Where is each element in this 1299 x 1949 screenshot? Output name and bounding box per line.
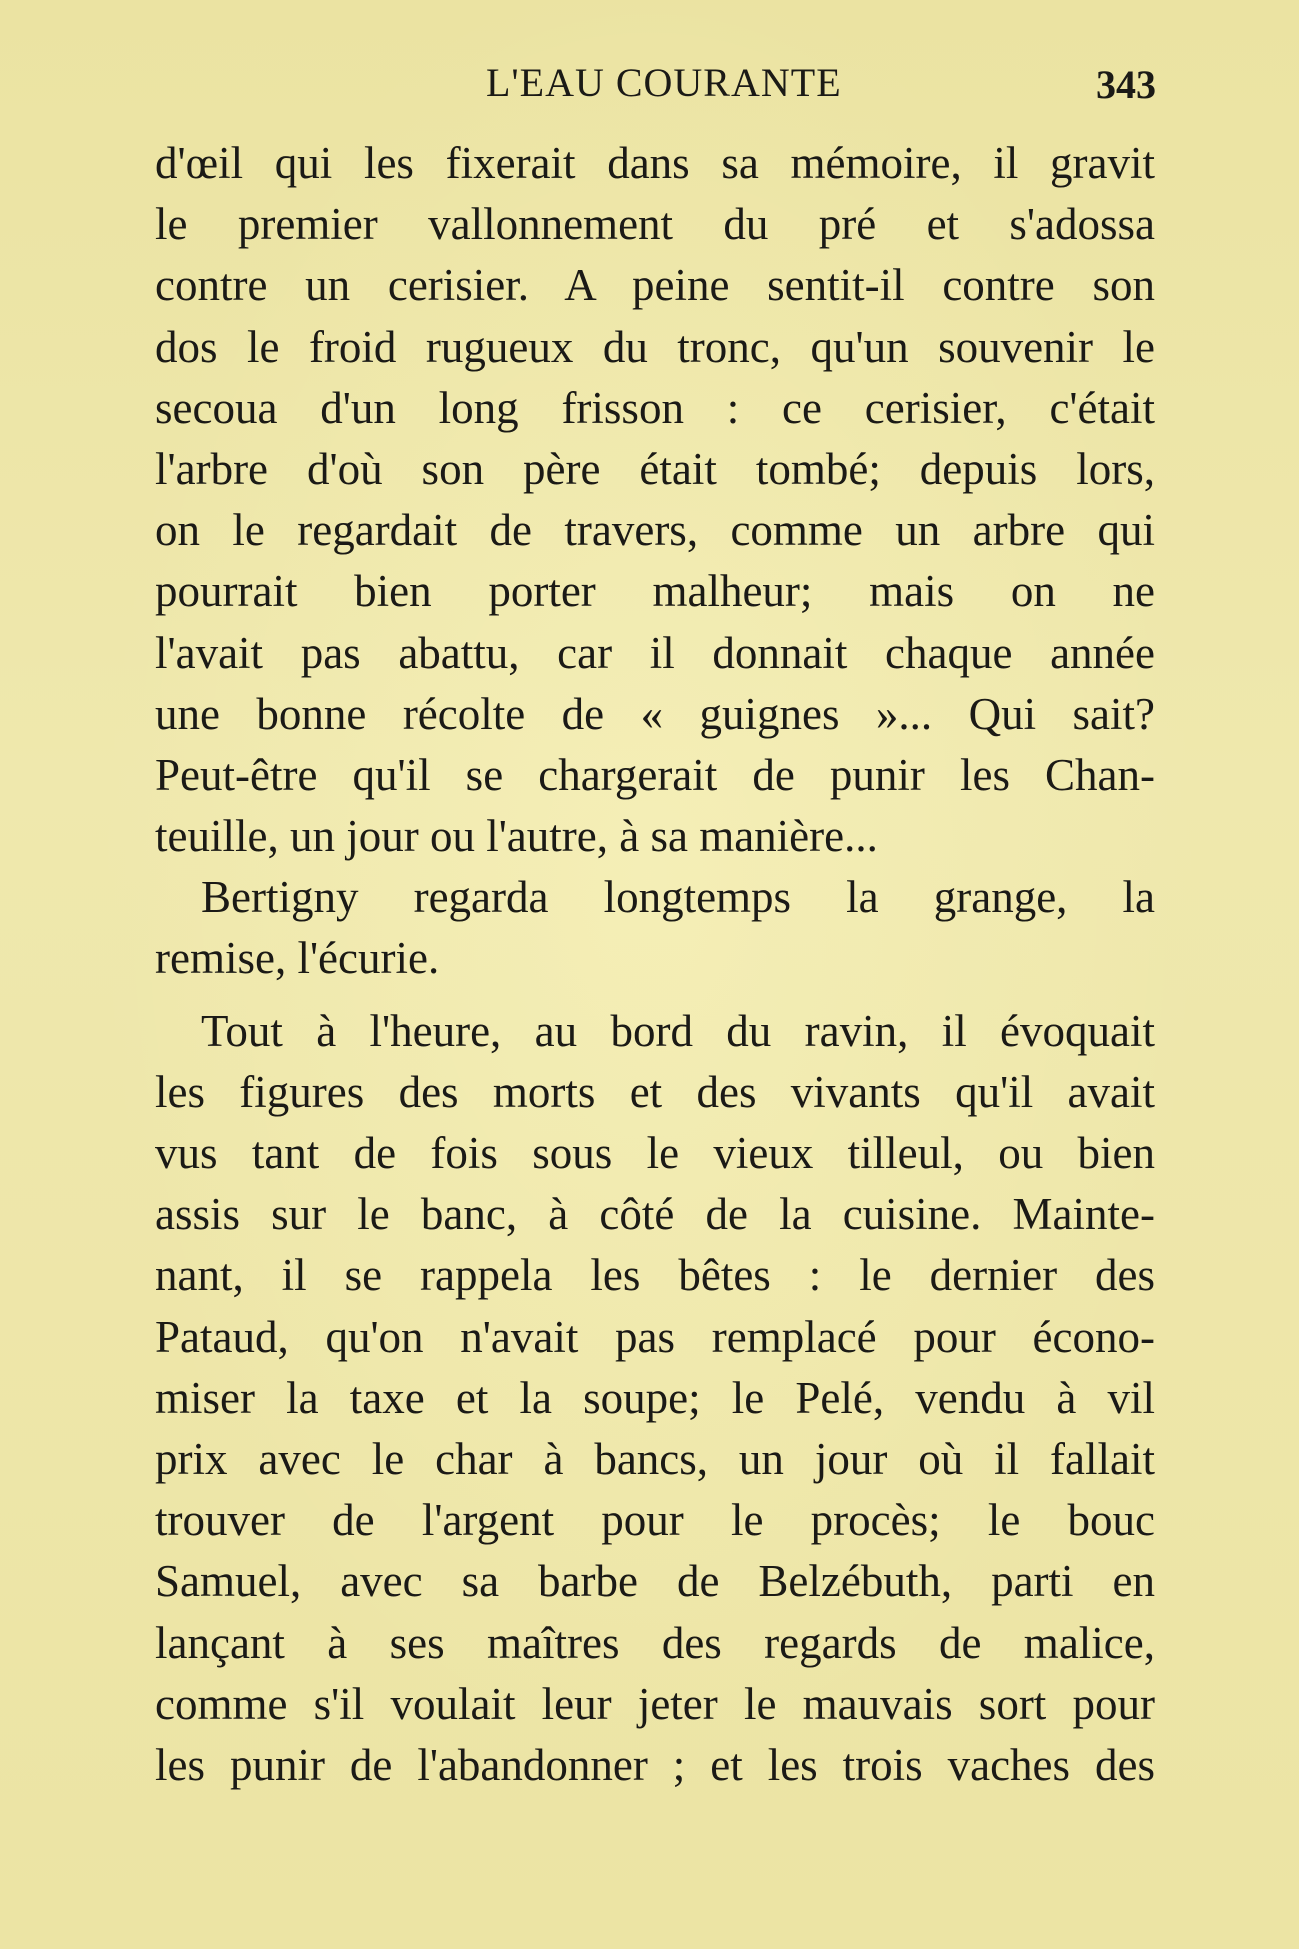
text-line: on le regardait de travers, comme un arbre qui [155,505,1155,556]
text-line: dos le froid rugueux du tronc, qu'un souvenir le [155,321,1155,372]
text-line: une bonne récolte de « guignes »... Qui sait? [155,688,1155,739]
paragraph [155,133,1155,867]
paragraph-gap [155,990,1155,1001]
text-line: teuille, un jour ou l'autre, à sa manière... [155,811,878,862]
text-line: le premier vallonnement du pré et s'adossa [155,199,1155,250]
text-line: les figures des morts et des vivants qu'il avait [155,1066,1155,1117]
text-line: pourrait bien porter malheur; mais on ne [155,566,1155,617]
text-line: l'avait pas abattu, car il donnait chaque année [155,627,1155,678]
text-line: les punir de l'abandonner ; et les trois vaches des [155,1739,1155,1790]
paragraph [155,867,1155,989]
text-line: miser la taxe et la soupe; le Pelé, vendu à vil [155,1372,1155,1423]
page-number: 343 [1096,62,1156,107]
text-line: Pataud, qu'on n'avait pas remplacé pour écono- [155,1311,1155,1362]
text-line: vus tant de fois sous le vieux tilleul, ou bien [155,1128,1155,1178]
text-line: prix avec le char à bancs, un jour où il fallait [155,1433,1155,1484]
running-title: L'EAU COURANTE [486,60,842,105]
text-line: trouver de l'argent pour le procès; le bouc [155,1495,1155,1546]
text-line: Tout à l'heure, au bord du ravin, il évoquait [201,1005,1155,1056]
text-line: lançant à ses maîtres des regards de malice, [155,1617,1155,1668]
text-line: nant, il se rappela les bêtes : le dernier des [155,1250,1155,1301]
text-line: Samuel, avec sa barbe de Belzébuth, parti en [155,1556,1155,1607]
body-text [155,133,1155,1796]
running-head [0,58,1299,108]
text-line: l'arbre d'où son père était tombé; depuis lors, [155,443,1155,494]
paragraph [155,1001,1155,1796]
text-line: d'œil qui les fixerait dans sa mémoire, il gravit [155,138,1155,188]
text-line: contre un cerisier. A peine sentit-il contre son [155,260,1155,311]
text-line: Bertigny regarda longtemps la grange, la [201,872,1155,923]
text-line: comme s'il voulait leur jeter le mauvais sort pour [155,1678,1155,1729]
text-line: assis sur le banc, à côté de la cuisine. Mainte- [155,1189,1155,1240]
text-line: Peut-être qu'il se chargerait de punir les Chan- [155,749,1155,800]
text-line: secoua d'un long frisson : ce cerisier, c'était [155,382,1155,433]
text-line: remise, l'écurie. [155,933,440,984]
